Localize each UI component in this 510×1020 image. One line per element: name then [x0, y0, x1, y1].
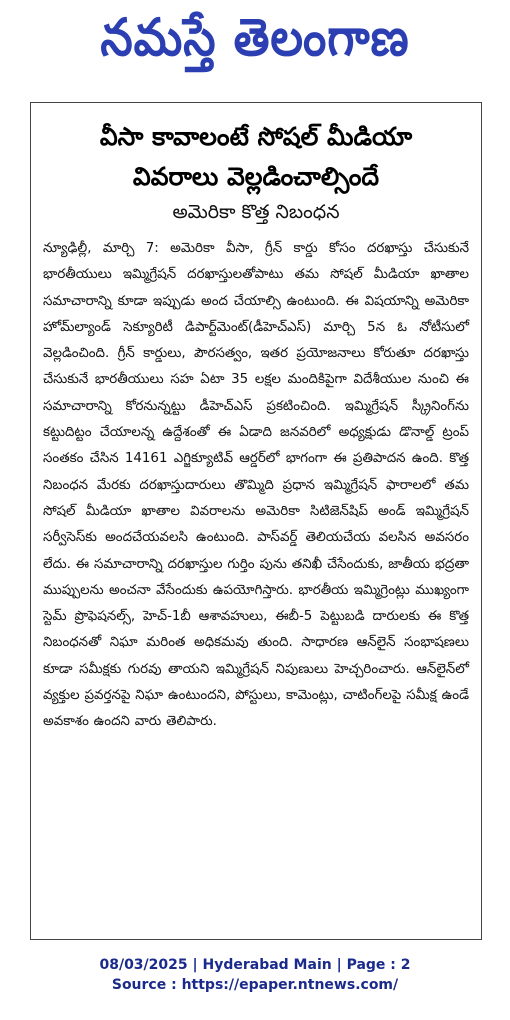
- masthead-title: నమస్తే తెలంగాణ: [100, 7, 410, 68]
- edition-info: 08/03/2025 | Hyderabad Main | Page : 2: [99, 957, 411, 973]
- headline-line-2: వివరాలు వెల్లడించాల్సిందే: [132, 162, 380, 191]
- newspaper-masthead: [0, 0, 510, 88]
- article-headline: [39, 117, 473, 197]
- article-body: న్యూఢిల్లీ, మార్చి 7: అమెరికా వీసా, గ్రీన్ కార్డు కోసం దరఖాస్తు చేసుకునే భారతీయులు ఇమ్మిగ్రేషన్ దరఖాస్తులతోపాటు తమ సోషల్ మీడియా ఖాతాల సమాచారాన్ని కూడా ఇప్పుడు అంద చేయాల్సి ఉంటుంది. ఈ విషయాన్ని అమెరికా హోమ్‌ల్యాండ్ సెక్యూరిటీ డిపార్ట్‌మెంట్(డీహెచ్‌ఎస్) మార్చి 5న ఓ నోటీసులో వెల్లడించింది. గ్రీన్ కార్డులు, పౌరసత్వం, ఇతర ప్రయోజనాలు కోరుతూ దరఖాస్తు చేసుకునే భారతీయులు సహ ఏటా 35 లక్షల మందికిపైగా విదేశీయుల నుంచి ఈ సమాచారాన్ని కోరనున్నట్టు డీహెచ్‌ఎస్ ప్రకటించింది. ఇమ్మిగ్రేషన్ స్క్రీనింగ్‌ను కట్టుదిట్టం చేయాలన్న ఉద్దేశంతో ఈ ఏడాది జనవరిలో అధ్యక్షుడు డొనాల్డ్ ట్రంప్ సంతకం చేసిన 14161 ఎగ్జిక్యూటివ్ ఆర్డర్‌లో భాగంగా ఈ ప్రతిపాదన ఉంది. కొత్త నిబంధన మేరకు దరఖాస్తుదారులు తొమ్మిది ప్రధాన ఇమ్మిగ్రేషన్ ఫారాలలో తమ సోషల్ మీడియా ఖాతాల వివరాలను అమెరికా సిటిజెన్‌షిప్ అండ్ ఇమ్మిగ్రేషన్ సర్వీసెస్‌కు అందచేయవలసి ఉంటుంది. పాస్‌వర్డ్ తెలియచేయ వలసిన అవసరం లేదు. ఈ సమాచారాన్ని దరఖాస్తుల గుర్తిం పును తనిఖీ చేసేందుకు, జాతీయ భద్రతా ముప్పులను అంచనా వేసేందుకు ఉపయోగిస్తారు. భారతీయ ఇమ్మిగ్రెంట్లు ముఖ్యంగా స్టెమ్ ప్రొఫెషనల్స్, హెచ్-1బీ ఆశావహులు, ఈబీ-5 పెట్టుబడి దారులకు ఈ కొత్త నిబంధనతో నిఘా మరింత అధికమవు తుంది. సాధారణ ఆన్‌లైన్ సంభాషణలు కూడా సమీక్షకు గురవు తాయని ఇమ్మిగ్రేషన్ నిపుణులు హెచ్చరించారు. ఆన్‌లైన్‌లో వ్యక్తుల ప్రవర్తనపై నిఘా ఉంటుందని, పోస్టులు, కామెంట్లు, చాటింగ్‌లపై సమీక్ష ఉండే అవకాశం ఉందని వారు తెలిపారు.: [43, 241, 469, 730]
- source-info: Source : https://epaper.ntnews.com/: [111, 977, 399, 993]
- page-footer: [0, 955, 510, 995]
- headline-line-1: వీసా కావాలంటే సోషల్ మీడియా: [99, 122, 413, 151]
- article-clipping: [30, 102, 482, 940]
- article-subheadline: అమెరికా కొత్త నిబంధన: [172, 201, 340, 223]
